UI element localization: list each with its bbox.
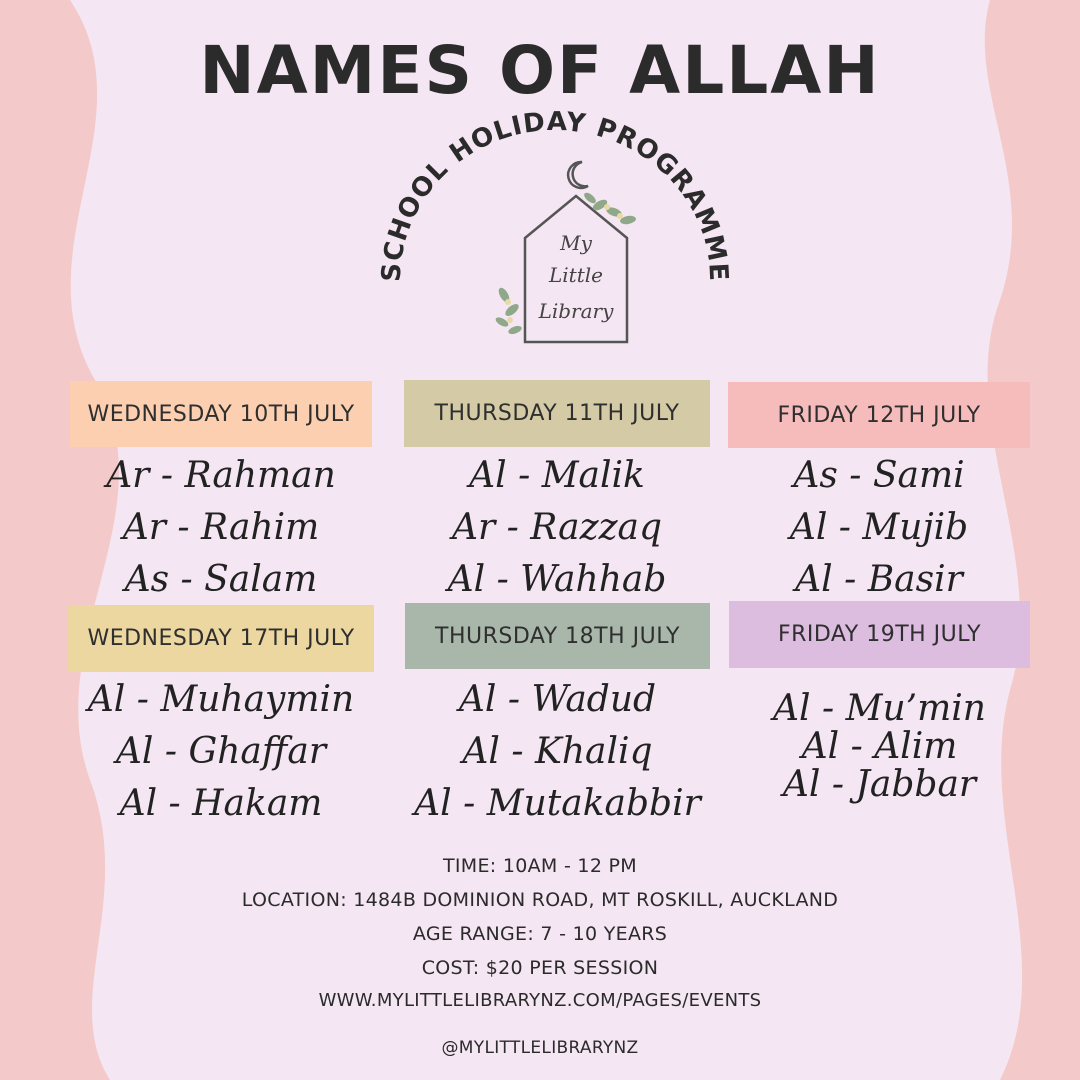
name-item: Al - Ghaffar	[115, 731, 327, 772]
day-text: THURSDAY 11TH JULY	[434, 401, 680, 426]
day-label	[729, 601, 1030, 668]
day-label	[68, 605, 374, 672]
social-handle[interactable]: @MYLITTLELIBRARYNZ	[441, 1038, 639, 1058]
name-item: Al - Khaliq	[462, 731, 653, 772]
names-list	[70, 450, 372, 606]
day-label	[405, 603, 710, 669]
names-list	[405, 674, 710, 830]
subtitle-text: SCHOOL HOLIDAY PROGRAMME	[376, 106, 734, 283]
logo-line-1: My	[560, 231, 592, 255]
day-text: WEDNESDAY 10TH JULY	[87, 401, 355, 427]
names-list	[728, 450, 1030, 606]
name-item: Al - Wahhab	[447, 559, 667, 600]
name-item: Al - Malik	[469, 455, 645, 496]
logo-line-3: Library	[538, 299, 614, 323]
day-label	[728, 382, 1030, 448]
page-title: NAMES OF ALLAH	[199, 32, 881, 109]
cost-info: COST: $20 PER SESSION	[421, 957, 659, 979]
location-info: LOCATION: 1484B DOMINION ROAD, MT ROSKILL, AUCKLAND	[241, 889, 839, 911]
name-item: Al - Mutakabbir	[414, 783, 701, 824]
names-list	[729, 690, 1030, 804]
logo-line-2: Little	[549, 263, 603, 287]
names-list	[404, 450, 710, 606]
logo-house	[490, 150, 650, 350]
name-item: Ar - Razzaq	[451, 507, 663, 548]
time-info: TIME: 10AM - 12 PM	[442, 855, 638, 877]
crescent-moon-icon	[568, 162, 588, 188]
name-item: Al - Alim	[801, 726, 958, 767]
day-label	[404, 380, 710, 447]
name-item: Al - Wadud	[458, 679, 657, 720]
day-text: THURSDAY 18TH JULY	[435, 623, 680, 649]
name-item: Al - Basir	[795, 559, 963, 600]
name-item: Ar - Rahman	[106, 455, 336, 496]
day-text: FRIDAY 12TH JULY	[777, 402, 981, 428]
name-item: Al - Mujib	[789, 507, 969, 548]
day-label	[70, 381, 372, 447]
day-text: WEDNESDAY 17TH JULY	[87, 626, 355, 651]
age-range-info: AGE RANGE: 7 - 10 YEARS	[412, 923, 668, 945]
name-item: As - Sami	[793, 455, 965, 496]
name-item: Al - Hakam	[119, 783, 323, 824]
day-text: FRIDAY 19TH JULY	[777, 622, 982, 647]
names-list	[68, 674, 374, 830]
name-item: Al - Jabbar	[782, 764, 977, 805]
name-item: Al - Muhaymin	[87, 679, 355, 720]
name-item: Ar - Rahim	[122, 507, 320, 548]
name-item: As - Salam	[124, 559, 318, 600]
website-link[interactable]: WWW.MYLITTLELIBRARYNZ.COM/PAGES/EVENTS	[318, 990, 762, 1011]
name-item: Al - Mu’min	[773, 688, 986, 729]
